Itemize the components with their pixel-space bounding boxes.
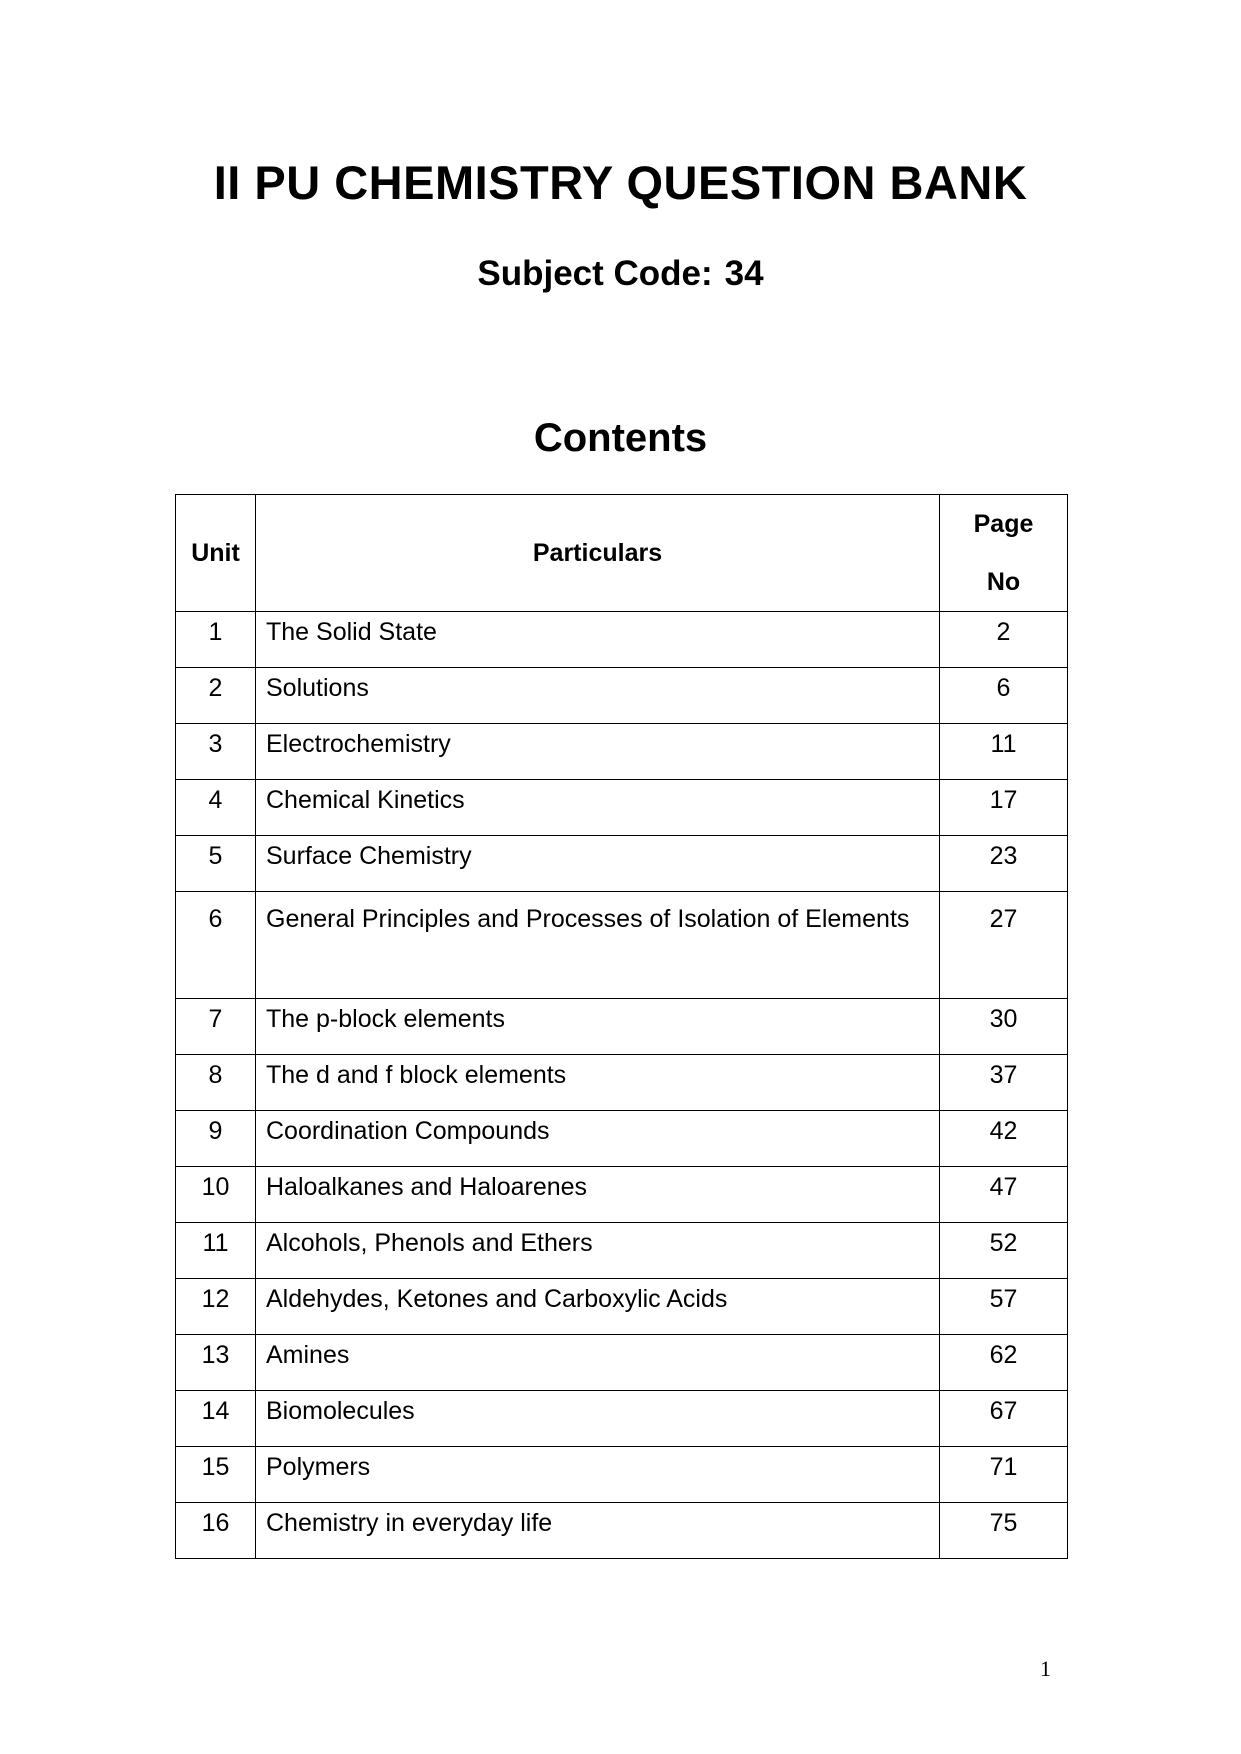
table-row xyxy=(176,1055,1068,1111)
table-row xyxy=(176,1279,1068,1335)
page-cell: 2 xyxy=(940,612,1068,668)
particulars-cell: Alcohols, Phenols and Ethers xyxy=(256,1223,940,1279)
table-row xyxy=(176,1223,1068,1279)
particulars-cell: The p-block elements xyxy=(256,999,940,1055)
unit-cell: 16 xyxy=(176,1503,256,1559)
page-cell: 62 xyxy=(940,1335,1068,1391)
table-row xyxy=(176,668,1068,724)
page-cell: 71 xyxy=(940,1447,1068,1503)
table-body xyxy=(176,612,1068,1559)
page-cell: 67 xyxy=(940,1391,1068,1447)
table-row xyxy=(176,724,1068,780)
particulars-cell: Biomolecules xyxy=(256,1391,940,1447)
particulars-cell: Chemical Kinetics xyxy=(256,780,940,836)
page-cell: 27 xyxy=(940,892,1068,999)
page-cell: 75 xyxy=(940,1503,1068,1559)
particulars-cell: Solutions xyxy=(256,668,940,724)
table-row xyxy=(176,836,1068,892)
unit-cell: 11 xyxy=(176,1223,256,1279)
document-title: II PU CHEMISTRY QUESTION BANK xyxy=(213,156,1028,209)
unit-cell: 2 xyxy=(176,668,256,724)
table-row xyxy=(176,999,1068,1055)
table-row xyxy=(176,1335,1068,1391)
page-cell: 47 xyxy=(940,1167,1068,1223)
page-cell: 57 xyxy=(940,1279,1068,1335)
page-cell: 42 xyxy=(940,1111,1068,1167)
page-cell: 23 xyxy=(940,836,1068,892)
unit-cell: 6 xyxy=(176,892,256,999)
header-page-line2: No xyxy=(986,568,1021,596)
unit-cell: 1 xyxy=(176,612,256,668)
unit-cell: 13 xyxy=(176,1335,256,1391)
unit-cell: 10 xyxy=(176,1167,256,1223)
page-cell: 37 xyxy=(940,1055,1068,1111)
unit-cell: 8 xyxy=(176,1055,256,1111)
unit-cell: 15 xyxy=(176,1447,256,1503)
unit-cell: 3 xyxy=(176,724,256,780)
unit-cell: 12 xyxy=(176,1279,256,1335)
unit-cell: 4 xyxy=(176,780,256,836)
table-row xyxy=(176,1447,1068,1503)
table-row xyxy=(176,1167,1068,1223)
subject-code-label: Subject Code: xyxy=(477,254,713,293)
table-row xyxy=(176,1391,1068,1447)
particulars-cell: Electrochemistry xyxy=(256,724,940,780)
table-row xyxy=(176,612,1068,668)
particulars-cell: The Solid State xyxy=(256,612,940,668)
table-row xyxy=(176,1111,1068,1167)
table-row xyxy=(176,892,1068,999)
unit-cell: 7 xyxy=(176,999,256,1055)
header-unit: Unit xyxy=(176,495,256,612)
contents-table xyxy=(175,494,1068,1559)
page-cell: 52 xyxy=(940,1223,1068,1279)
unit-cell: 9 xyxy=(176,1111,256,1167)
unit-cell: 5 xyxy=(176,836,256,892)
unit-cell: 14 xyxy=(176,1391,256,1447)
page-cell: 11 xyxy=(940,724,1068,780)
particulars-cell: Surface Chemistry xyxy=(256,836,940,892)
particulars-cell: Coordination Compounds xyxy=(256,1111,940,1167)
page-number: 1 xyxy=(1040,1656,1051,1681)
particulars-cell: Amines xyxy=(256,1335,940,1391)
header-page-no xyxy=(940,495,1068,612)
header-page-line1: Page xyxy=(973,510,1034,538)
particulars-cell: Haloalkanes and Haloarenes xyxy=(256,1167,940,1223)
table-row xyxy=(176,780,1068,836)
page-cell: 17 xyxy=(940,780,1068,836)
page-cell: 6 xyxy=(940,668,1068,724)
particulars-cell: Chemistry in everyday life xyxy=(256,1503,940,1559)
header-particulars: Particulars xyxy=(256,495,940,612)
page-cell: 30 xyxy=(940,999,1068,1055)
subject-code-line xyxy=(0,254,1241,294)
table-row xyxy=(176,1503,1068,1559)
table-header-row xyxy=(176,495,1068,612)
particulars-cell: Polymers xyxy=(256,1447,940,1503)
particulars-cell: The d and f block elements xyxy=(256,1055,940,1111)
particulars-cell: Aldehydes, Ketones and Carboxylic Acids xyxy=(256,1279,940,1335)
contents-heading: Contents xyxy=(533,416,708,460)
particulars-cell: General Principles and Processes of Isolation of Elements xyxy=(256,892,940,999)
subject-code-value: 34 xyxy=(724,254,764,293)
